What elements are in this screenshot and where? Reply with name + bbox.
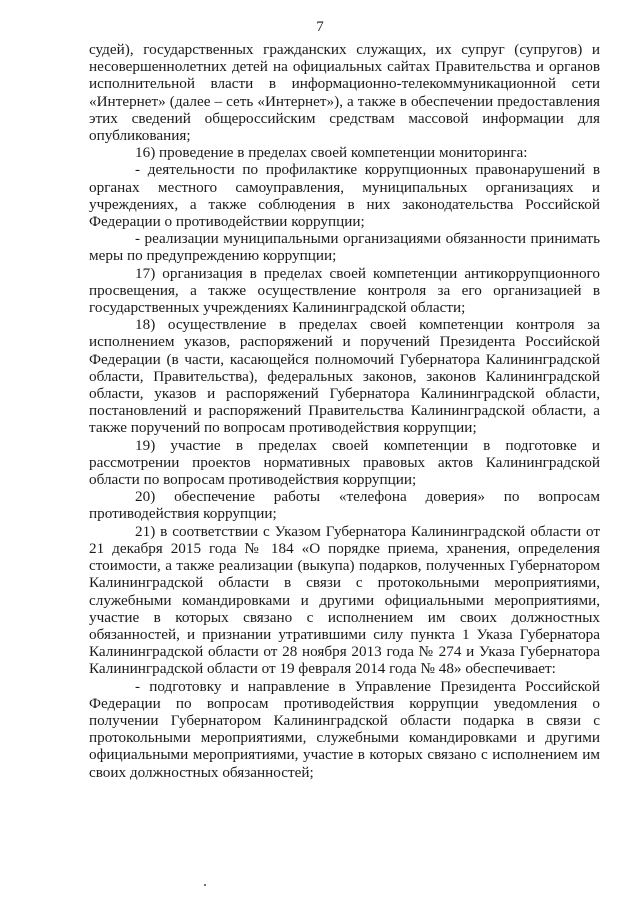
page-number: 7: [316, 19, 324, 35]
paragraph-item-17: 17) организация в пределах своей компетенции антикоррупционного просвещения, а также осуществление контроля за его организацией в государственных учреждениях Калининградской области;: [89, 264, 600, 317]
paragraph-item-16-bullet-1: - деятельности по профилактике коррупционных правонарушений в органах местного самоуправления, муниципальных организациях и учреждениях, а также соблюдения в них законодательства Российской Федерации о противодействии коррупции;: [89, 161, 600, 231]
paragraph-continuation: судей), государственных гражданских служащих, их супруг (супругов) и несовершеннолетних детей на официальных сайтах Правительства и органов исполнительной власти в информационно-телекоммуникационной сети «Интернет» (далее – сеть «Интернет»), а также в обеспечении предоставления этих сведений общероссийским средствам массовой информации для опубликования;: [89, 41, 600, 145]
paragraph-item-21-bullet-1: - подготовку и направление в Управление Президента Российской Федерации по вопросам противодействия коррупции уведомления о получении Губернатором Калининградской области подарка в связи с протокольными мероприятиями, служебными командировками и другими официальными мероприятиями, участие в которых связано с исполнением им своих должностных обязанностей;: [89, 677, 600, 781]
paragraph-item-20: 20) обеспечение работы «телефона доверия» по вопросам противодействия коррупции;: [89, 488, 600, 523]
paragraph-item-16: 16) проведение в пределах своей компетенции мониторинга:: [135, 144, 528, 162]
document-body: [89, 41, 600, 781]
paragraph-item-19: 19) участие в пределах своей компетенции в подготовке и рассмотрении проектов нормативных правовых актов Калининградской области по вопросам противодействия коррупции;: [89, 436, 600, 489]
paragraph-item-21: 21) в соответствии с Указом Губернатора Калининградской области от 21 декабря 2015 года № 184 «О порядке приема, хранения, определения стоимости, а также реализации (выкупа) подарков, полученных Губернатором Калининградской области в связи с протокольными мероприятиями, служебными командировками и другими официальными мероприятиями, участие в которых связано с исполнением им своих должностных обязанностей, и признании утратившими силу пункта 1 Указа Губернатора Калининградской области от 28 ноября 2013 года № 274 и Указа Губернатора Калининградской области от 19 февраля 2014 года № 48» обеспечивает:: [89, 522, 600, 678]
paragraph-item-16-bullet-2: - реализации муниципальными организациями обязанности принимать меры по предупреждению коррупции;: [89, 230, 600, 265]
paragraph-item-18: 18) осуществление в пределах своей компетенции контроля за исполнением указов, распоряжений и поручений Президента Российской Федерации (в части, касающейся полномочий Губернатора Калининградской области, Правительства), федеральных законов, законов Калининградской области, указов и распоряжений Губернатора Калининградской области, постановлений и распоряжений Правительства Калининградской области, а также поручений по вопросам противодействия коррупции;: [89, 316, 600, 437]
scan-speck: [204, 884, 206, 886]
